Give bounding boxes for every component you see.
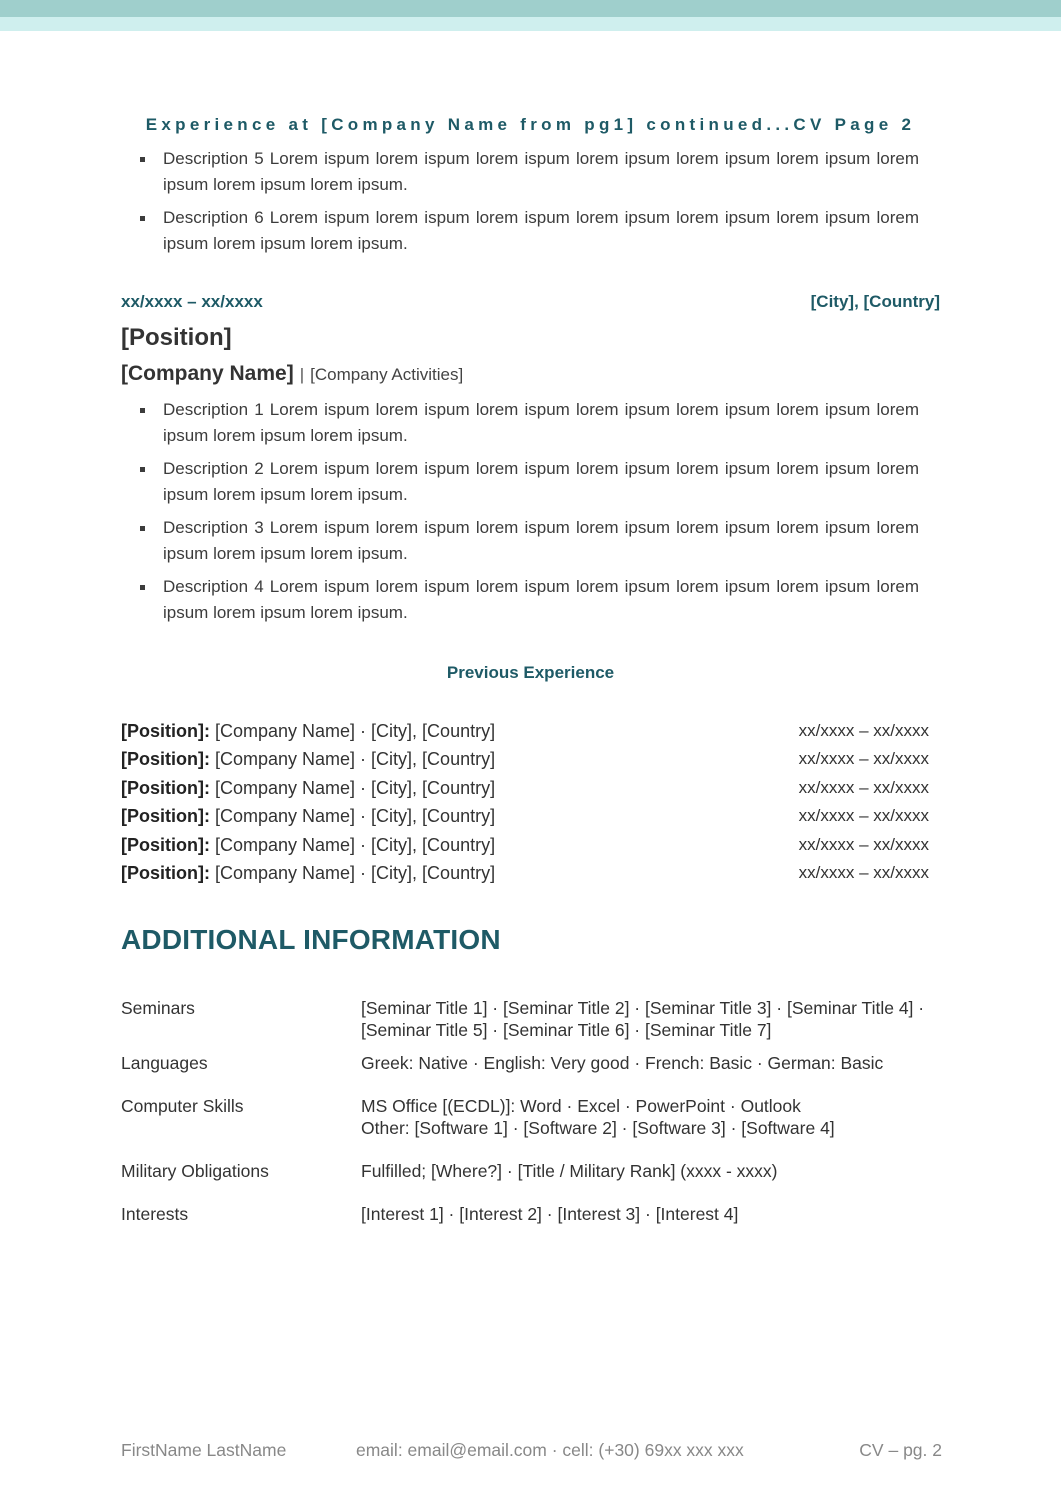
additional-label: Military Obligations: [121, 1161, 269, 1181]
additional-value: [361, 1095, 946, 1139]
header-band-top: [0, 0, 1061, 17]
job-position: [Position]: [121, 324, 232, 351]
prev-position: [Position]:: [121, 721, 210, 741]
description-item: Description 5 Lorem ispum lorem ispum lorem ispum lorem ipsum lorem ipsum lorem ipsum lorem ipsum lorem ipsum lorem ipsum.: [137, 146, 919, 198]
additional-value: [Seminar Title 1] · [Seminar Title 2] · [Seminar Title 3] · [Seminar Title 4] · [Seminar Title 5] · [Seminar Title 6] · [Seminar Title 7]: [361, 998, 925, 1040]
job-company-activities: [Company Activities]: [310, 365, 464, 384]
additional-information-title: ADDITIONAL INFORMATION: [121, 924, 501, 955]
prev-dates: xx/xxxx – xx/xxxx: [798, 721, 929, 740]
prev-position: [Position]:: [121, 834, 210, 855]
previous-experience-row: [121, 861, 929, 889]
previous-experience-row: [121, 833, 929, 861]
additional-value-line: Other: [Software 1] · [Software 2] · [Software 3] · [Software 4]: [361, 1118, 835, 1138]
additional-value: [Interest 1] · [Interest 2] · [Interest 3] · [Interest 4]: [361, 1204, 739, 1224]
previous-experience-row: [121, 804, 929, 832]
job-dates: xx/xxxx – xx/xxxx: [121, 292, 263, 311]
description-item: Description 3 Lorem ispum lorem ispum lorem ispum lorem ipsum lorem ipsum lorem ipsum lorem ipsum lorem ipsum lorem ipsum.: [137, 515, 919, 567]
prev-details: [Company Name] · [City], [Country]: [215, 862, 496, 883]
prev-position: [Position]:: [121, 777, 210, 798]
footer-name: FirstName LastName: [121, 1440, 287, 1460]
previous-experience-row: [121, 747, 929, 775]
previous-experience-row: [121, 776, 929, 804]
prev-dates: xx/xxxx – xx/xxxx: [798, 806, 929, 826]
previous-experience-list: [121, 719, 929, 889]
job-location: [City], [Country]: [810, 292, 940, 311]
job-company-separator: |: [299, 365, 305, 384]
job-description-list: [137, 397, 919, 633]
prev-dates: xx/xxxx – xx/xxxx: [798, 777, 929, 797]
additional-label: Languages: [121, 1053, 208, 1073]
job-company-name: [Company Name]: [121, 362, 294, 385]
additional-value: Fulfilled; [Where?] · [Title / Military Rank] (xxxx - xxxx): [361, 1161, 778, 1181]
prev-position: [Position]:: [121, 749, 210, 770]
prev-details: [Company Name] · [City], [Country]: [215, 721, 496, 741]
prev-details: [Company Name] · [City], [Country]: [215, 834, 496, 855]
previous-experience-row: [121, 719, 929, 747]
additional-value: Greek: Native · English: Very good · French: Basic · German: Basic: [361, 1053, 884, 1073]
prev-details: [Company Name] · [City], [Country]: [215, 777, 496, 798]
job-company-line: [121, 362, 463, 386]
additional-label: Seminars: [121, 998, 195, 1018]
additional-value-line: MS Office [(ECDL)]: Word · Excel · PowerPoint · Outlook: [361, 1096, 801, 1116]
previous-experience-title: Previous Experience: [446, 663, 615, 682]
header-band-sub: [0, 17, 1061, 31]
description-item: Description 2 Lorem ispum lorem ispum lorem ispum lorem ipsum lorem ipsum lorem ipsum lorem ipsum lorem ipsum lorem ipsum.: [137, 456, 919, 508]
continued-experience-title: Experience at [Company Name from pg1] continued...CV Page 2: [145, 115, 916, 134]
footer-contact: email: email@email.com · cell: (+30) 69xx xxx xxx: [356, 1440, 744, 1460]
prev-details: [Company Name] · [City], [Country]: [215, 749, 496, 770]
description-item: Description 4 Lorem ispum lorem ispum lorem ispum lorem ipsum lorem ipsum lorem ipsum lorem ipsum lorem ipsum lorem ipsum.: [137, 574, 919, 626]
prev-position: [Position]:: [121, 862, 210, 883]
footer-page-number: CV – pg. 2: [859, 1440, 942, 1460]
description-item: Description 1 Lorem ispum lorem ispum lorem ispum lorem ipsum lorem ipsum lorem ipsum lorem ipsum lorem ipsum lorem ipsum.: [137, 397, 919, 449]
prev-details: [Company Name] · [City], [Country]: [215, 806, 496, 827]
additional-label: Interests: [121, 1204, 189, 1224]
prev-position: [Position]:: [121, 806, 210, 827]
prev-dates: xx/xxxx – xx/xxxx: [798, 834, 929, 854]
description-item: Description 6 Lorem ispum lorem ispum lorem ispum lorem ipsum lorem ipsum lorem ipsum lorem ipsum lorem ipsum lorem ipsum.: [137, 205, 919, 257]
additional-label: Computer Skills: [121, 1096, 244, 1116]
prev-dates: xx/xxxx – xx/xxxx: [798, 862, 929, 882]
continued-description-list: [137, 146, 919, 264]
prev-dates: xx/xxxx – xx/xxxx: [798, 749, 929, 769]
